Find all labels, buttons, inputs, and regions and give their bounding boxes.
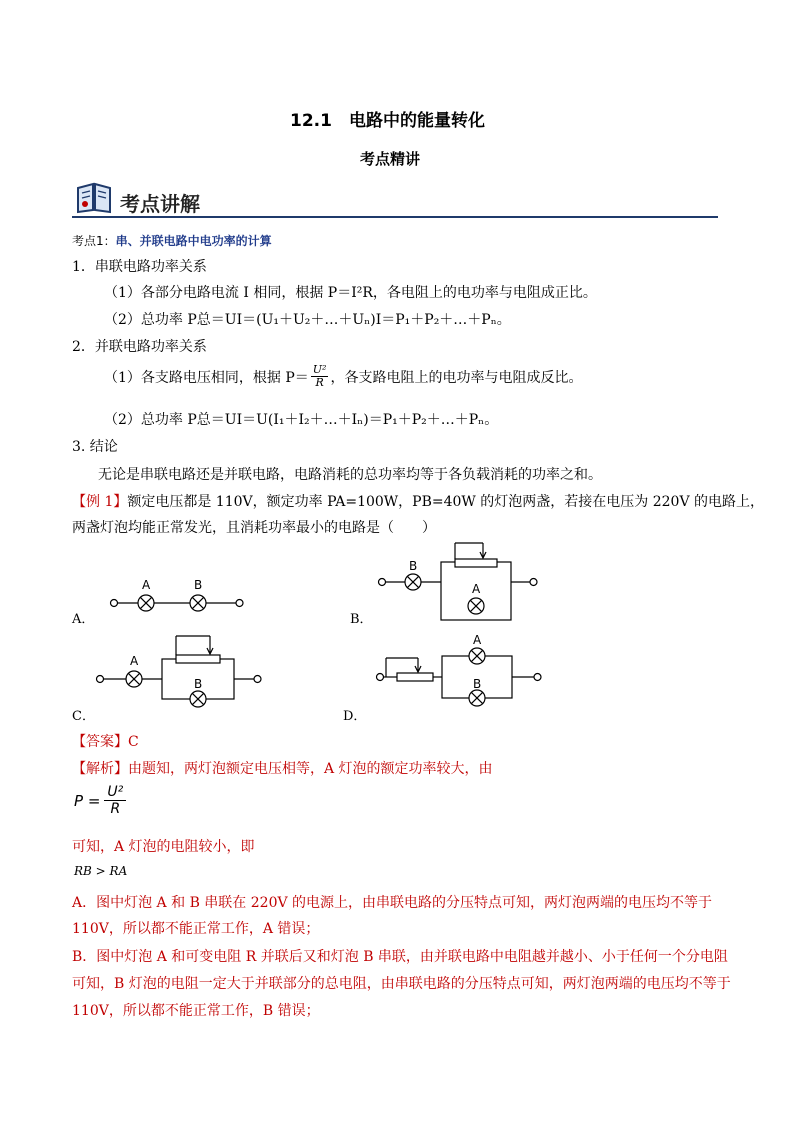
circuit-c-lamp-b-label: B — [194, 677, 203, 691]
analysis-text-1: 由题知，两灯泡额定电压相等，A 灯泡的额定功率较大，由 — [128, 761, 493, 777]
analysis-a-line2: 110V，所以都不能正常工作，A 错误； — [72, 921, 320, 937]
example-tag: 【例 1】 — [72, 494, 128, 510]
item1-b: （2）总功率 P总＝UI＝(U₁＋U₂＋…＋Uₙ)I＝P₁＋P₂＋…＋Pₙ。 — [104, 312, 511, 328]
answer-line — [72, 731, 139, 751]
analysis-b-line2: 可知，B 灯泡的电阻一定大于并联部分的总电阻，由串联电路的分压特点可知，两灯泡两端的电压均不等于 — [72, 976, 731, 992]
formula-p: P = — [74, 791, 101, 810]
book-icon — [74, 180, 114, 214]
answer-tag: 【答案】 — [72, 734, 128, 750]
circuit-c — [97, 636, 262, 707]
formula-den: R — [110, 801, 121, 817]
example-line1 — [72, 491, 764, 511]
item3-text: 无论是串联电路还是并联电路，电路消耗的总功率均等于各负载消耗的功率之和。 — [98, 467, 602, 483]
item2-a-suffix: ，各支路电阻上的电功率与电阻成反比。 — [330, 369, 583, 386]
analysis-a-line1: A．图中灯泡 A 和 B 串联在 220V 的电源上，由串联电路的分压特点可知，两灯泡两端的电压均不等于 — [72, 895, 713, 911]
circuit-b — [379, 543, 538, 620]
circuit-d-lamp-b-label: B — [473, 677, 482, 691]
example-text-1: 额定电压都是 110V，额定功率 PA=100W，PB=40W 的灯泡两盏，若接在电压为 220V 的电路上， — [127, 494, 765, 510]
resistance-inequality: RB > RA — [74, 864, 128, 878]
item1-title: 1．串联电路功率关系 — [72, 259, 207, 275]
formula-fraction — [104, 784, 126, 817]
circuit-b-lamp-b-label: B — [409, 559, 418, 573]
formula-num: U² — [104, 784, 126, 801]
circuit-b-lamp-a-label: A — [472, 582, 481, 596]
item2-b: （2）总功率 P总＝UI＝U(I₁＋I₂＋…＋Iₙ)＝P₁＋P₂＋…＋Pₙ。 — [104, 412, 499, 428]
item2-a — [104, 364, 582, 389]
formula-power — [74, 784, 126, 817]
kaodian-topic: 串、并联电路中电功率的计算 — [115, 234, 272, 248]
circuit-d — [377, 648, 542, 706]
item2-fraction-num: U² — [312, 363, 327, 376]
circuit-a — [111, 595, 244, 611]
kaodian-heading — [72, 232, 272, 249]
option-c-label: C． — [72, 709, 95, 724]
item2-title: 2．并联电路功率关系 — [72, 339, 207, 355]
analysis-b-line3: 110V，所以都不能正常工作，B 错误； — [72, 1003, 320, 1019]
analysis-b-line1: B．图中灯泡 A 和可变电阻 R 并联后又和灯泡 B 串联，由并联电路中电阻越并越小、小于任何一个分电阻 — [72, 949, 728, 965]
option-b-label: B． — [350, 612, 373, 627]
analysis-tag: 【解析】 — [72, 761, 128, 777]
banner-divider — [72, 216, 718, 218]
item2-fraction — [311, 364, 329, 389]
option-a-label: A． — [72, 612, 95, 627]
circuit-diagrams — [0, 540, 794, 725]
item3-title: 3. 结论 — [72, 439, 118, 455]
item2-fraction-den: R — [315, 376, 324, 389]
circuit-c-lamp-a-label: A — [130, 654, 139, 668]
analysis-line1 — [72, 758, 493, 778]
item2-a-prefix: （1）各支路电压相同，根据 P＝ — [104, 369, 309, 386]
page-title: 12.1 电路中的能量转化 — [290, 111, 485, 131]
answer-value: C — [128, 734, 139, 750]
option-d-label: D． — [343, 709, 367, 724]
example-line2: 两盏灯泡均能正常发光，且消耗功率最小的电路是（ ） — [72, 520, 436, 536]
item1-a: （1）各部分电路电流 I 相同，根据 P＝I²R，各电阻上的电功率与电阻成正比。 — [104, 285, 597, 301]
circuit-a-lamp-b-label: B — [194, 578, 203, 592]
banner-title: 考点讲解 — [120, 192, 200, 216]
circuit-d-lamp-a-label: A — [473, 633, 482, 647]
analysis-line2: 可知，A 灯泡的电阻较小，即 — [72, 839, 255, 855]
kaodian-prefix: 考点1： — [72, 234, 116, 248]
page-subtitle: 考点精讲 — [360, 150, 421, 168]
circuit-a-lamp-a-label: A — [142, 578, 151, 592]
